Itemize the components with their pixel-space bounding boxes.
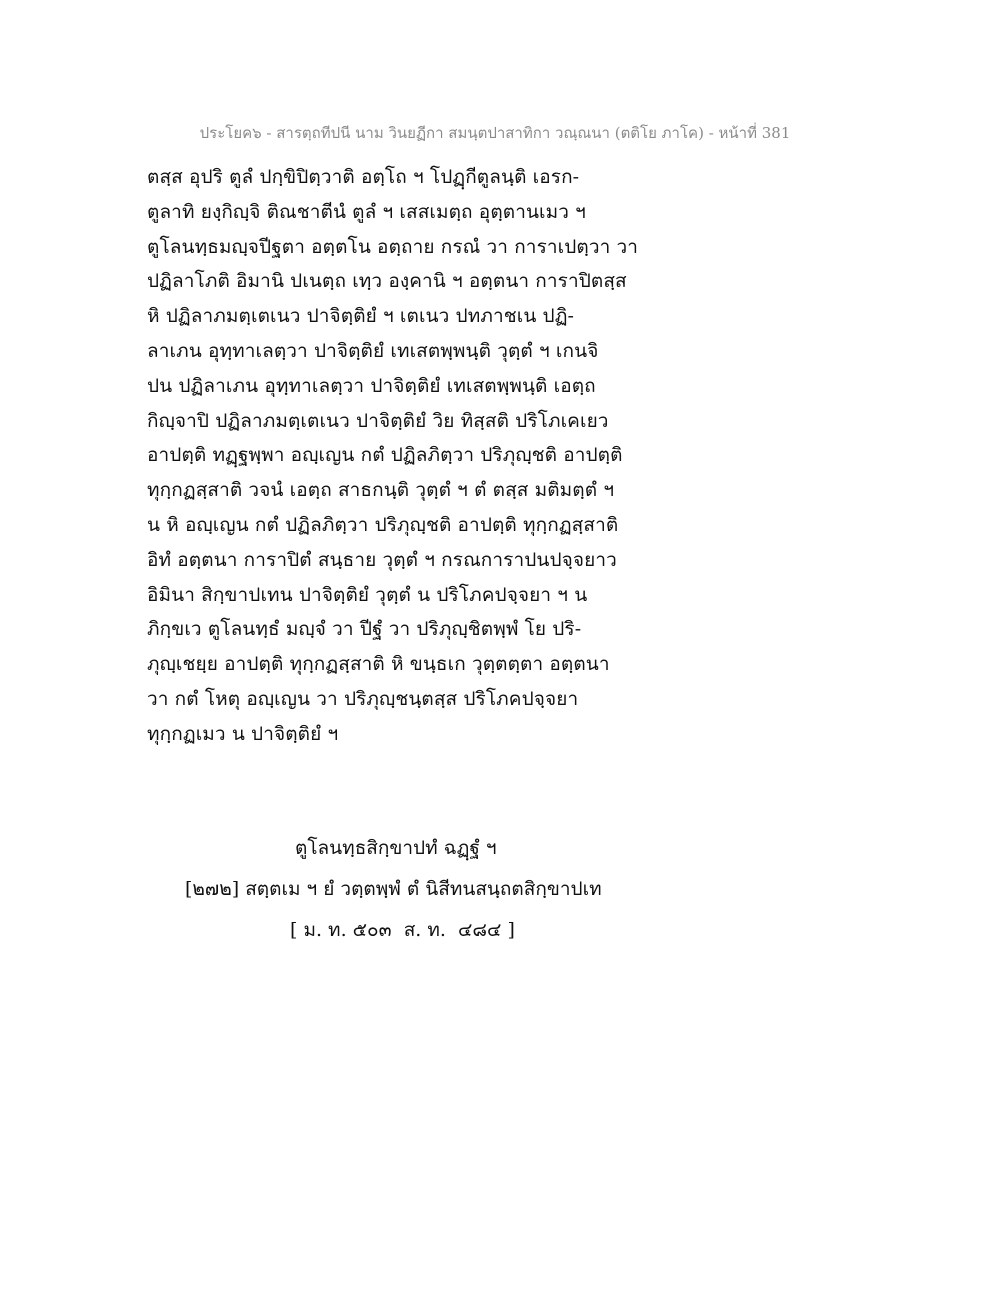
text-line: ตูโลนทฺธมญฺจปีฐตา อตฺตโน อตฺถาย กรณํ วา การาเปตฺวา วา — [147, 235, 639, 258]
text-line: กิญฺจาปิ ปฏิลาภมตฺเตเนว ปาจิตฺติยํ วิย ทิสฺสติ ปริโภเคเยว — [147, 409, 609, 432]
text-line: อิทํ อตฺตนา การาปิตํ สนฺธาย วุตฺตํ ฯ กรณการาปนปจฺจยาว — [147, 548, 617, 571]
text-line: ตูลาทิ ยงฺกิญฺจิ ติณชาตีนํ ตูลํ ฯ เสสเมตฺถ อุตฺตานเมว ฯ — [147, 200, 586, 223]
text-line: ทุกฺกฏสฺสาติ วจนํ เอตฺถ สาธกนฺติ วุตฺตํ ฯ ตํ ตสฺส มติมตฺตํ ฯ — [147, 479, 615, 502]
running-header: ประโยค๖ - สารตฺถทีปนี นาม วินยฏีกา สมนฺตปาสาทิกา วณฺณนา (ตติโย ภาโค) - หน้าที่ 381 — [199, 124, 791, 142]
text-line: ภุญฺเชยฺย อาปตฺติ ทุกฺกฏสฺสาติ หิ ขนฺธเก วุตฺตตฺตา อตฺตนา — [147, 653, 610, 676]
text-line: ตสฺส อุปริ ตูลํ ปกฺขิปิตฺวาติ อตฺโถ ฯ โปฏฺกีตูลนฺติ เอรก- — [147, 166, 580, 188]
body-paragraph — [147, 160, 667, 752]
text-line: อาปตฺติ ทฏฺฐพฺพา อญฺเญน กตํ ปฏิลภิตฺวา ปริภุญฺชติ อาปตฺติ — [147, 444, 623, 467]
text-line: ทุกฺกฏเมว น ปาจิตฺติยํ ฯ — [147, 722, 339, 745]
text-line: อิมินา สิกฺขาปเทน ปาจิตฺติยํ วุตฺตํ น ปริโภคปจฺจยา ฯ น — [147, 583, 588, 606]
text-line: วา กตํ โหตุ อญฺเญน วา ปริภุญฺชนฺตสฺส ปริโภคปจฺจยา — [147, 687, 579, 710]
section-heading: ตูโลนทฺธสิกฺขาปทํ ฉฏฺฐํ ฯ — [295, 837, 497, 859]
text-line: หิ ปฏิลาภมตฺเตเนว ปาจิตฺติยํ ฯ เตเนว ปทภาชเน ปฏิ- — [147, 305, 575, 328]
text-line: ปฏิลาโภติ อิมานิ ปเนตฺถ เทฺว องฺคานิ ฯ อตฺตนา การาปิตสฺส — [147, 270, 627, 293]
text-line: ภิกฺขเว ตูโลนทฺธํ มญฺจํ วา ปีฐํ วา ปริภุญฺชิตพฺพํ โย ปริ- — [147, 618, 582, 641]
text-line: น หิ อญฺเญน กตํ ปฏิลภิตฺวา ปริภุญฺชติ อาปตฺติ ทุกฺกฏสฺสาติ — [147, 513, 619, 536]
section-first-line: [๒๗๒] สตฺตเม ฯ ยํ วตฺตพฺพํ ตํ นิสีทนสนฺถตสิกฺขาปเท — [185, 878, 602, 900]
page-reference: [ ม. ท. ๕๐๓ ส. ท. ๔๘๔ ] — [290, 919, 515, 941]
text-line: ปน ปฏิลาเภน อุทฺทาเลตฺวา ปาจิตฺติยํ เทเสตพฺพนฺติ เอตฺถ — [147, 374, 596, 397]
text-line: ลาเภน อุทฺทาเลตฺวา ปาจิตฺติยํ เทเสตพฺพนฺติ วุตฺตํ ฯ เกนจิ — [147, 339, 599, 362]
